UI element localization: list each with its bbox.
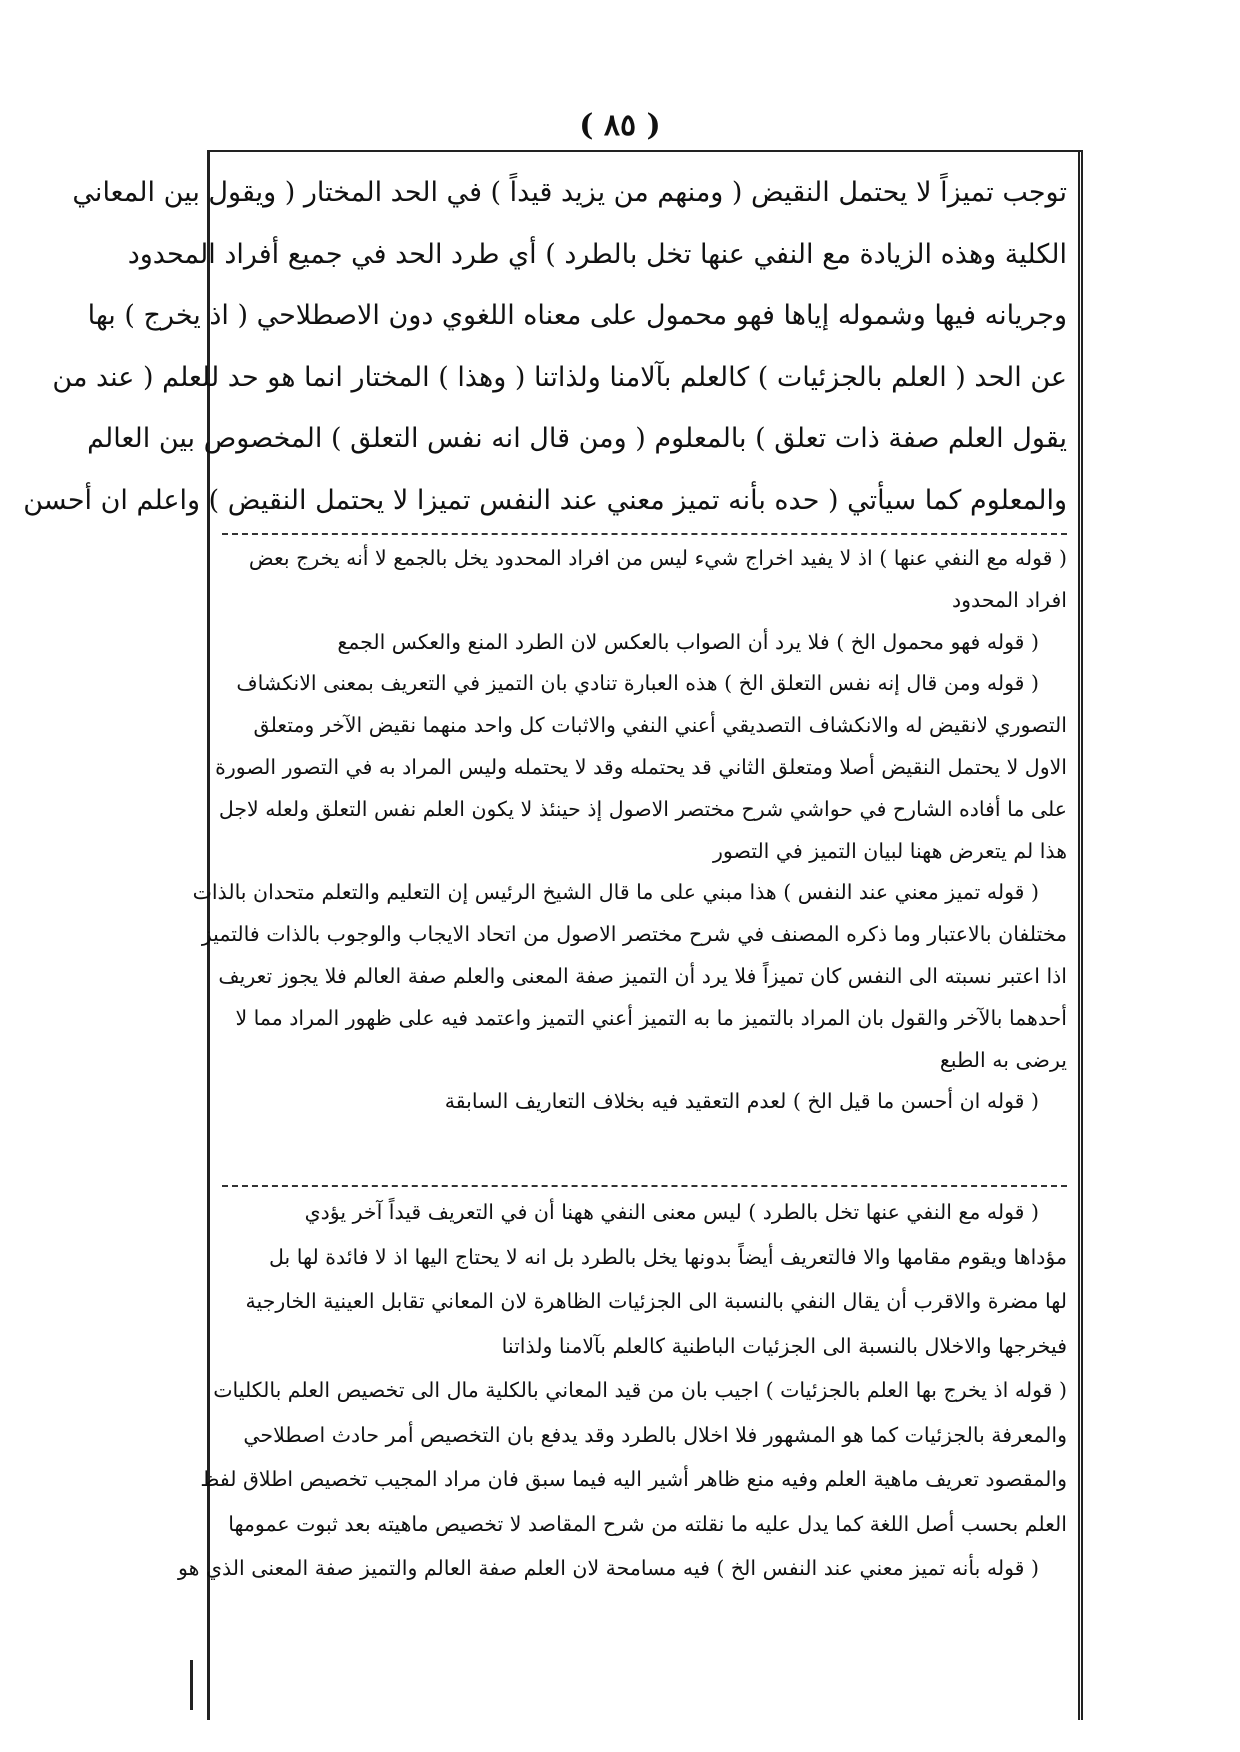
commentary-line: مختلفان بالاعتبار وما ذكره المصنف في شرح مختصر الاصول من اتحاد الايجاب والوجوب بالذات فالتميز — [201, 922, 1067, 947]
commentary-line: مؤداها ويقوم مقامها والا فالتعريف أيضاً بدونها يخل بالطرد بل انه لا يحتاج اليها اذ لا فائدة لها بل — [269, 1244, 1067, 1269]
commentary-line: فيخرجها والاخلال بالنسبة الى الجزئيات الباطنية كالعلم بآلامنا ولذاتنا — [501, 1333, 1067, 1358]
separator-rule-2 — [222, 1185, 1067, 1187]
commentary-line: ( قوله تميز معني عند النفس ) هذا مبني على ما قال الشيخ الرئيس إن التعليم والتعلم متحدان بالذات — [192, 880, 1039, 905]
commentary-line: ( قوله بأنه تميز معني عند النفس الخ ) فيه مسامحة لان العلم صفة العالم والتميز صفة المعنى الذي هو — [178, 1556, 1039, 1580]
commentary-line: العلم بحسب أصل اللغة كما يدل عليه ما نقلته من شرح المقاصد لا تخصيص ماهيته بعد ثبوت عمومها — [228, 1511, 1067, 1536]
commentary-line: افراد المحدود — [952, 587, 1067, 612]
main-text-line: الكلية وهذه الزيادة مع النفي عنها تخل بالطرد ) أي طرد الحد في جميع أفراد المحدود — [127, 238, 1067, 270]
commentary-line: أحدهما بالآخر والقول بان المراد بالتميز ما به التميز أعني التميز واعتمد فيه على ظهور المراد مما لا — [235, 1005, 1067, 1030]
commentary-line: هذا لم يتعرض ههنا لبيان التميز في التصور — [712, 838, 1067, 863]
main-text-line: يقول العلم صفة ذات تعلق ) بالمعلوم ( ومن قال انه نفس التعلق ) المخصوص بين العالم — [87, 423, 1067, 454]
commentary-line: الاول لا يحتمل النقيض أصلا ومتعلق الثاني قد يحتمله وقد لا يحتمله وليس المراد به في التصور الصورة — [215, 754, 1067, 779]
main-text-line: وجريانه فيها وشموله إياها فهو محمول على معناه اللغوي دون الاصطلاحي ( اذ يخرج ) بها — [87, 300, 1067, 331]
commentary-line: ( قوله اذ يخرج بها العلم بالجزئيات ) اجيب بان من قيد المعاني بالكلية مال الى تخصيص العلم بالكليات — [213, 1378, 1067, 1402]
commentary-block-1 — [192, 538, 1067, 1123]
page-number: ( ٨٥ ) — [579, 108, 661, 143]
separator-rule-1 — [222, 533, 1067, 535]
commentary-line: اذا اعتبر نسبته الى النفس كان تميزاً فلا يرد أن التميز صفة المعنى والعلم صفة العالم فلا يجوز تعريف — [218, 963, 1067, 988]
commentary-line: ( قوله فهو محمول الخ ) فلا يرد أن الصواب بالعكس لان الطرد المنع والعكس الجمع — [337, 629, 1039, 654]
commentary-line: والمقصود تعريف ماهية العلم وفيه منع ظاهر أشير اليه فيما سبق فان مراد المجيب تخصيص اطلاق لفظ — [200, 1467, 1067, 1491]
commentary-line: ( قوله مع النفي عنها ) اذ لا يفيد اخراج شيء ليس من افراد المحدود يخل بالجمع لا أنه يخرج بعض — [248, 546, 1067, 570]
commentary-line: ( قوله ان أحسن ما قيل الخ ) لعدم التعقيد فيه بخلاف التعاريف السابقة — [444, 1089, 1039, 1114]
commentary-line: ( قوله ومن قال إنه نفس التعلق الخ ) هذه العبارة تنادي بان التميز في التعريف بمعنى الانكشاف — [236, 671, 1039, 696]
main-text-block — [23, 162, 1067, 531]
commentary-line: يرضى به الطبع — [939, 1047, 1067, 1072]
commentary-line: على ما أفاده الشارح في حواشي شرح مختصر الاصول إذ حينئذ لا يكون العلم نفس التعلق ولعله لاجل — [218, 796, 1067, 821]
margin-ornament — [190, 1660, 210, 1710]
commentary-line: والمعرفة بالجزئيات كما هو المشهور فلا اخلال بالطرد وقد يدفع بان التخصيص أمر حادث اصطلاحي — [243, 1422, 1067, 1447]
commentary-line: التصوري لانقيض له والانكشاف التصديقي أعني النفي والاثبات كل واحد منهما نقيض الآخر ومتعلق — [253, 713, 1067, 738]
main-text-line: والمعلوم كما سيأتي ( حده بأنه تميز معني عند النفس تميزا لا يحتمل النقيض ) واعلم ان أحسن — [23, 484, 1067, 516]
main-text-line: عن الحد ( العلم بالجزئيات ) كالعلم بآلامنا ولذاتنا ( وهذا ) المختار انما هو حد للعلم ( عند من — [52, 361, 1067, 393]
commentary-line: لها مضرة والاقرب أن يقال النفي بالنسبة الى الجزئيات الظاهرة لان المعاني تقابل العينية الخارجية — [245, 1289, 1067, 1313]
commentary-block-2 — [178, 1190, 1067, 1591]
main-text-line: توجب تميزاً لا يحتمل النقيض ( ومنهم من يزيد قيداً ) في الحد المختار ( ويقول بين المعاني — [72, 177, 1067, 208]
commentary-line: ( قوله مع النفي عنها تخل بالطرد ) ليس معنى النفي ههنا أن في التعريف قيداً آخر يؤدي — [304, 1200, 1039, 1224]
